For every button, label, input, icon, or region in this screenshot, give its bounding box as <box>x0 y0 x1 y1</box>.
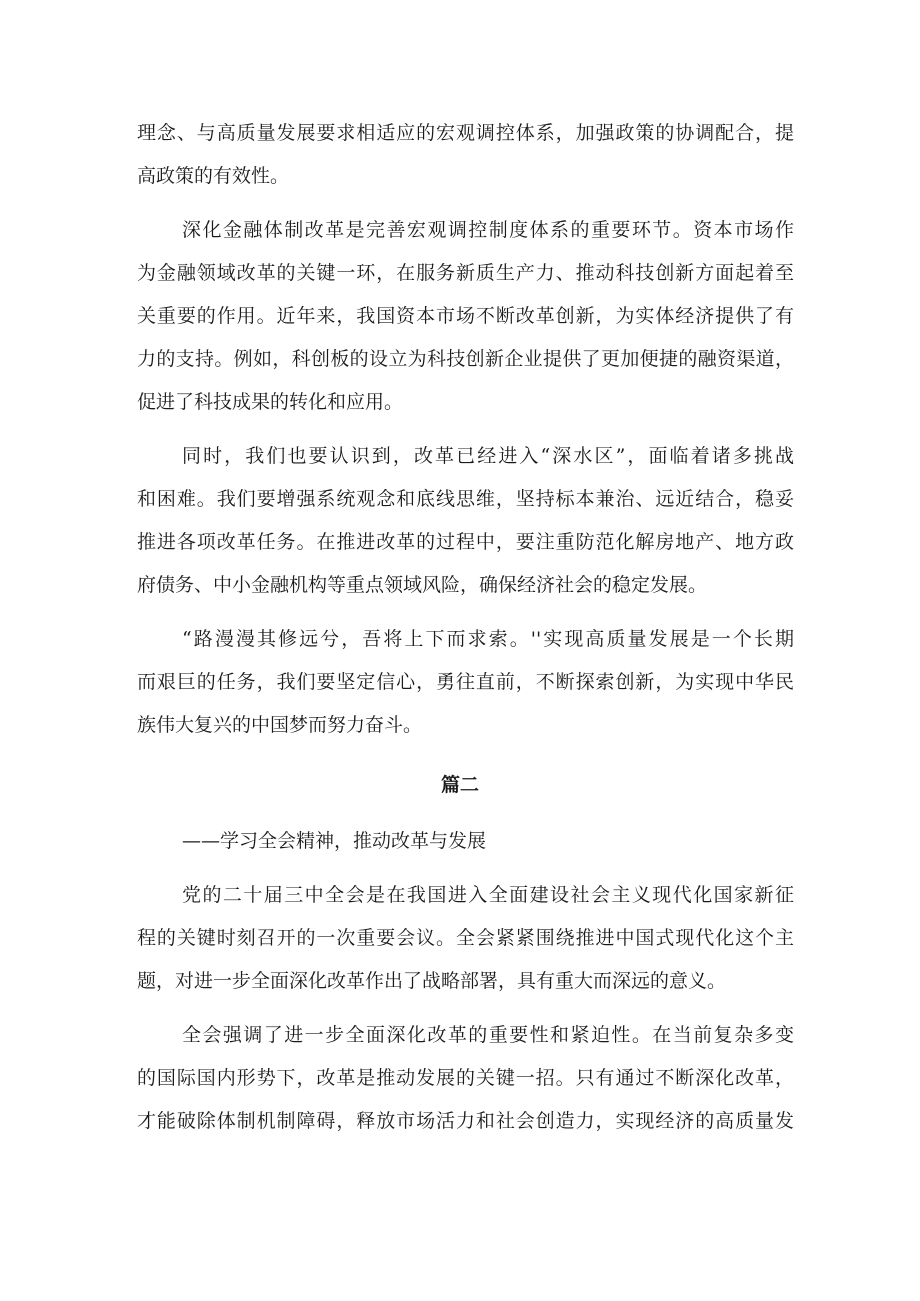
paragraph-3-line-3: 推进各项改革任务。在推进改革的过程中，要注重防范化解房地产、地方政 <box>137 531 794 553</box>
paragraph-1-line-1: 理念、与高质量发展要求相适应的宏观调控体系，加强政策的协调配合，提 <box>137 122 794 144</box>
section-subtitle: ——学习全会精神，推动改革与发展 <box>182 830 487 852</box>
paragraph-3-line-2: 和困难。我们要增强系统观念和底线思维，坚持标本兼治、远近结合，稳妥 <box>137 488 794 510</box>
paragraph-2-line-3: 关重要的作用。近年来，我国资本市场不断改革创新，为实体经济提供了有 <box>137 305 794 327</box>
paragraph-2-line-4: 力的支持。例如，科创板的设立为科技创新企业提供了更加便捷的融资渠道， <box>137 348 794 370</box>
paragraph-6-line-3: 才能破除体制机制障碍，释放市场活力和社会创造力，实现经济的高质量发 <box>137 1110 794 1132</box>
paragraph-4-line-2: 而艰巨的任务，我们要坚定信心，勇往直前，不断探索创新，为实现中华民 <box>137 671 794 693</box>
section-heading: 篇二 <box>440 774 479 796</box>
paragraph-5-line-2: 程的关键时刻召开的一次重要会议。全会紧紧围绕推进中国式现代化这个主 <box>137 927 794 949</box>
paragraph-5-line-1: 党的二十届三中全会是在我国进入全面建设社会主义现代化国家新征 <box>182 884 794 906</box>
paragraph-3-line-1: 同时，我们也要认识到，改革已经进入“深水区”，面临着诸多挑战 <box>182 445 794 467</box>
paragraph-6-line-1: 全会强调了进一步全面深化改革的重要性和紧迫性。在当前复杂多变 <box>182 1024 794 1046</box>
paragraph-3-line-4: 府债务、中小金融机构等重点领域风险，确保经济社会的稳定发展。 <box>137 574 708 596</box>
paragraph-4-line-3: 族伟大复兴的中国梦而努力奋斗。 <box>137 714 423 736</box>
paragraph-2-line-2: 为金融领域改革的关键一环，在服务新质生产力、推动科技创新方面起着至 <box>137 262 794 284</box>
paragraph-6-line-2: 的国际国内形势下，改革是推动发展的关键一招。只有通过不断深化改革， <box>137 1067 794 1089</box>
paragraph-4-line-1: “路漫漫其修远兮，吾将上下而求索。''实现高质量发展是一个长期 <box>182 628 794 650</box>
paragraph-2-line-1: 深化金融体制改革是完善宏观调控制度体系的重要环节。资本市场作 <box>182 219 794 241</box>
paragraph-5-line-3: 题，对进一步全面深化改革作出了战略部署，具有重大而深远的意义。 <box>137 970 727 992</box>
paragraph-2-line-5: 促进了科技成果的转化和应用。 <box>137 391 404 413</box>
paragraph-1-line-2: 高政策的有效性。 <box>137 165 290 187</box>
